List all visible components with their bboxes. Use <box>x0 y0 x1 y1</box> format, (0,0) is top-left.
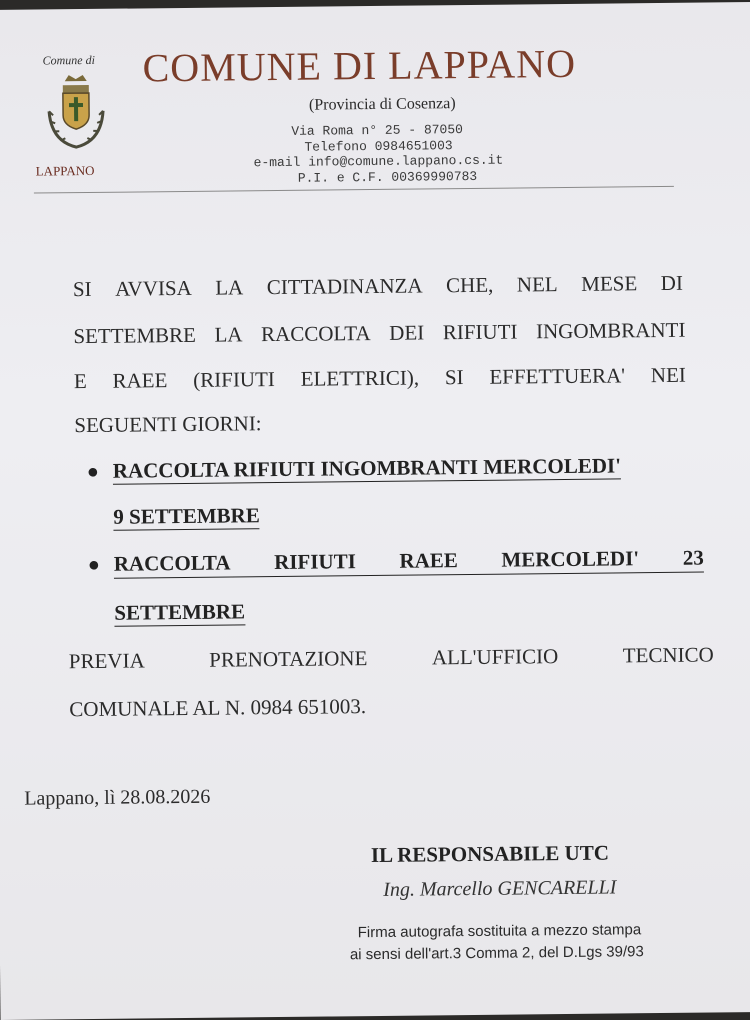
phone: Telefono 0984651003 <box>304 138 453 155</box>
booking-line-1: PREVIA PRENOTAZIONE ALL'UFFICIO TECNICO <box>68 642 714 674</box>
list-item-raee: RACCOLTA RIFIUTI RAEE MERCOLEDI' 23 <box>114 546 704 579</box>
signature-note-line-1: Firma autografa sostituita a mezzo stampa <box>357 921 642 942</box>
notice-line-4: SEGUENTI GIORNI: <box>74 411 262 438</box>
bullet-icon: ● <box>87 553 101 577</box>
signature-name: Ing. Marcello GENCARELLI <box>383 876 617 901</box>
list-item-raee-date: SETTEMBRE <box>114 599 246 625</box>
crest-caption-bottom: LAPPANO <box>35 162 95 179</box>
municipality-name: COMUNE DI LAPPANO <box>142 40 577 91</box>
municipal-crest-icon <box>41 71 112 152</box>
signature-title: IL RESPONSABILE UTC <box>370 840 610 868</box>
list-item-bulky-waste: RACCOLTA RIFIUTI INGOMBRANTI MERCOLEDI' <box>112 453 622 483</box>
header-divider <box>34 186 674 194</box>
notice-sheet <box>0 2 750 1020</box>
signature-note-line-2: ai sensi dell'art.3 Comma 2, del D.Lgs 39/93 <box>349 943 644 964</box>
list-item-bulky-waste-date: 9 SETTEMBRE <box>113 503 260 529</box>
address: Via Roma n° 25 - 87050 <box>291 122 463 139</box>
date-line: Lappano, lì 28.08.2026 <box>24 785 211 810</box>
province-label: (Provincia di Cosenza) <box>308 95 456 114</box>
booking-line-2: COMUNALE AL N. 0984 651003. <box>69 694 367 722</box>
notice-line-1: SI AVVISA LA CITTADINANZA CHE, NEL MESE DI <box>72 270 684 302</box>
tax-id: P.I. e C.F. 00369990783 <box>297 168 478 186</box>
crest-caption-top: Comune di <box>42 52 95 68</box>
email: e-mail info@comune.lappano.cs.it <box>253 152 504 171</box>
notice-line-3: E RAEE (RIFIUTI ELETTRICI), SI EFFETTUERA' NEI <box>73 362 686 394</box>
bullet-icon: ● <box>86 460 100 484</box>
notice-line-2: SETTEMBRE LA RACCOLTA DEI RIFIUTI INGOMBRANTI <box>73 317 686 349</box>
